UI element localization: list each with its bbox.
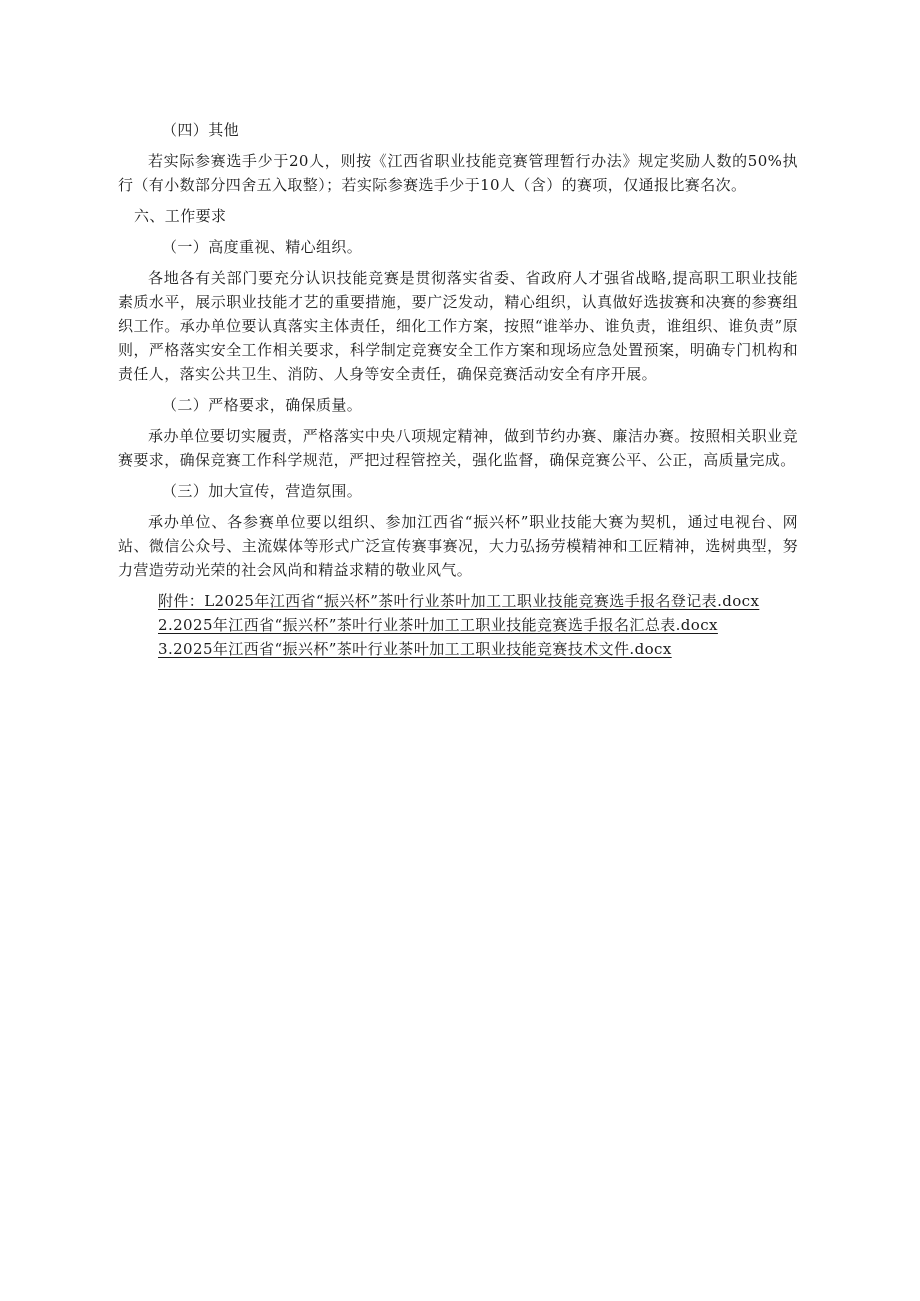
subheading-3: （三）加大宣传，营造氛围。	[162, 482, 363, 500]
attachment-link-registration-form[interactable]: 附件：L2025年江西省“振兴杯”茶叶行业茶叶加工工职业技能竞赛选手报名登记表.docx	[158, 592, 760, 610]
paragraph-1: 各地各有关部门要充分认识技能竞赛是贯彻落实省委、省政府人才强省战略,提高职工职业技能素质水平，展示职业技能才艺的重要措施，要广泛发动，精心组织，认真做好选拔赛和决赛的参赛组织工作。承办单位要认真落实主体责任，细化工作方案，按照“谁举办、谁负责，谁组织、谁负责”原则，严格落实安全工作相关要求，科学制定竞赛安全工作方案和现场应急处置预案，明确专门机构和责任人，落实公共卫生、消防、人身等安全责任，确保竞赛活动安全有序开展。	[118, 269, 798, 383]
paragraph-3: 承办单位、各参赛单位要以组织、参加江西省“振兴杯”职业技能大赛为契机，通过电视台、网站、微信公众号、主流媒体等形式广泛宣传赛事赛况，大力弘扬劳模精神和工匠精神，选树典型，努力营造劳动光荣的社会风尚和精益求精的敬业风气。	[118, 513, 798, 579]
document-body	[118, 118, 798, 661]
attachment-link-summary-table[interactable]: 2.2025年江西省“振兴杯”茶叶行业茶叶加工工职业技能竞赛选手报名汇总表.docx	[158, 616, 718, 634]
paragraph-other: 若实际参赛选手少于20人，则按《江西省职业技能竞赛管理暂行办法》规定奖励人数的50%执行（有小数部分四舍五入取整）；若实际参赛选手少于10人（含）的赛项，仅通报比赛名次。	[118, 152, 798, 194]
subheading-1: （一）高度重视、精心组织。	[162, 238, 363, 256]
subheading-2: （二）严格要求，确保质量。	[162, 396, 363, 414]
attachment-link-technical-document[interactable]: 3.2025年江西省“振兴杯”茶叶行业茶叶加工工职业技能竞赛技术文件.docx	[158, 640, 672, 658]
section-heading-other: （四）其他	[162, 121, 240, 139]
paragraph-2: 承办单位要切实履责，严格落实中央八项规定精神，做到节约办赛、廉洁办赛。按照相关职业竞赛要求，确保竞赛工作科学规范，严把过程管控关，强化监督，确保竞赛公平、公正，高质量完成。	[118, 427, 798, 469]
attachment-list	[118, 589, 798, 661]
section-heading-work-requirements: 六、工作要求	[134, 207, 227, 225]
